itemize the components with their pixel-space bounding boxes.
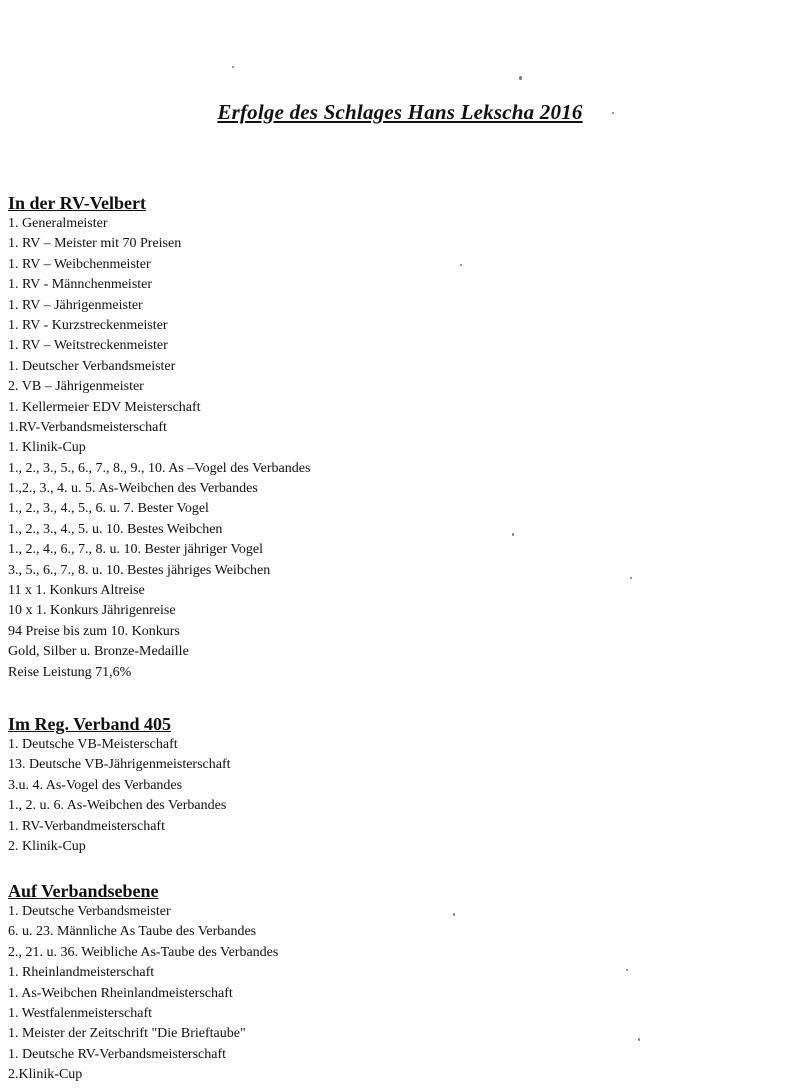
list-item: 2. Klinik-Cup [8, 838, 86, 854]
list-item: 94 Preise bis zum 10. Konkurs [8, 623, 180, 639]
scan-speck [460, 264, 462, 266]
document-title: Erfolge des Schlages Hans Lekscha 2016 [217, 100, 583, 124]
achievement-list [8, 902, 788, 1086]
list-item: 1., 2., 3., 5., 6., 7., 8., 9., 10. As –Vogel des Verbandes [8, 460, 311, 476]
list-item: 6. u. 23. Männliche As Taube des Verbandes [8, 924, 257, 940]
list-item: 1., 2. u. 6. As-Weibchen des Verbandes [8, 798, 227, 814]
list-item: 1., 2., 3., 4., 5. u. 10. Bestes Weibchen [8, 521, 223, 537]
list-item: 2.Klinik-Cup [8, 1067, 83, 1083]
list-item: 1. Deutsche Verbandsmeister [8, 904, 171, 919]
list-item: 1. RV-Verbandmeisterschaft [8, 818, 165, 834]
list-item: 1.,2., 3., 4. u. 5. As-Weibchen des Verbandes [8, 481, 258, 497]
list-item: 1. Deutscher Verbandsmeister [8, 358, 176, 374]
list-item: 1. Deutsche RV-Verbandsmeisterschaft [8, 1046, 227, 1062]
scan-speck [453, 913, 455, 916]
list-item: 1., 2., 3., 4., 5., 6. u. 7. Bester Vogel [8, 501, 209, 517]
section-heading: Auf Verbandsebene [8, 881, 159, 901]
list-item: 1. RV - Männchenmeister [8, 277, 153, 293]
list-item: 1. RV – Weibchenmeister [8, 256, 151, 272]
list-item: 1. Kellermeier EDV Meisterschaft [8, 399, 201, 415]
list-item: 1. As-Weibchen Rheinlandmeisterschaft [8, 985, 233, 1001]
list-item: 13. Deutsche VB-Jährigenmeisterschaft [8, 757, 231, 773]
list-item: 11 x 1. Konkurs Altreise [8, 583, 145, 599]
list-item: 1. Deutsche VB-Meisterschaft [8, 737, 178, 752]
list-item: 1. Klinik-Cup [8, 440, 86, 456]
list-item: 1., 2., 4., 6., 7., 8. u. 10. Bester jähriger Vogel [8, 542, 263, 558]
section-rv-velbert [8, 192, 788, 683]
list-item: 2. VB – Jährigenmeister [8, 379, 144, 395]
section-heading: In der RV-Velbert [8, 193, 147, 213]
list-item: 1. Westfalenmeisterschaft [8, 1005, 153, 1021]
achievement-list [8, 735, 788, 857]
list-item: 1. RV – Meister mit 70 Preisen [8, 236, 182, 252]
list-item: 1. RV – Weitstreckenmeister [8, 338, 168, 354]
list-item: 10 x 1. Konkurs Jährigenreise [8, 603, 176, 619]
list-item: Gold, Silber u. Bronze-Medaille [8, 644, 189, 660]
list-item: 1.RV-Verbandsmeisterschaft [8, 419, 167, 435]
achievement-list [8, 214, 788, 683]
list-item: Reise Leistung 71,6% [8, 664, 132, 680]
list-item: 3., 5., 6., 7., 8. u. 10. Bestes jähriges Weibchen [8, 562, 271, 578]
section-reg-verband [8, 713, 788, 857]
list-item: 1. Rheinlandmeisterschaft [8, 965, 155, 981]
list-item: 1. RV - Kurzstreckenmeister [8, 317, 168, 333]
list-item: 2., 21. u. 36. Weibliche As-Taube des Verbandes [8, 944, 279, 960]
scan-speck [512, 533, 514, 536]
scan-speck [630, 577, 632, 579]
scan-speck [519, 76, 522, 80]
section-heading: Im Reg. Verband 405 [8, 714, 172, 734]
scan-speck [232, 66, 234, 68]
section-verbandsebene [8, 880, 788, 1086]
scan-speck [638, 1038, 640, 1041]
list-item: 3.u. 4. As-Vogel des Verbandes [8, 777, 183, 793]
list-item: 1. RV – Jährigenmeister [8, 297, 143, 313]
list-item: 1. Generalmeister [8, 216, 108, 231]
scan-speck [612, 112, 614, 114]
scan-speck [626, 969, 628, 971]
list-item: 1. Meister der Zeitschrift "Die Brieftaube" [8, 1026, 246, 1042]
